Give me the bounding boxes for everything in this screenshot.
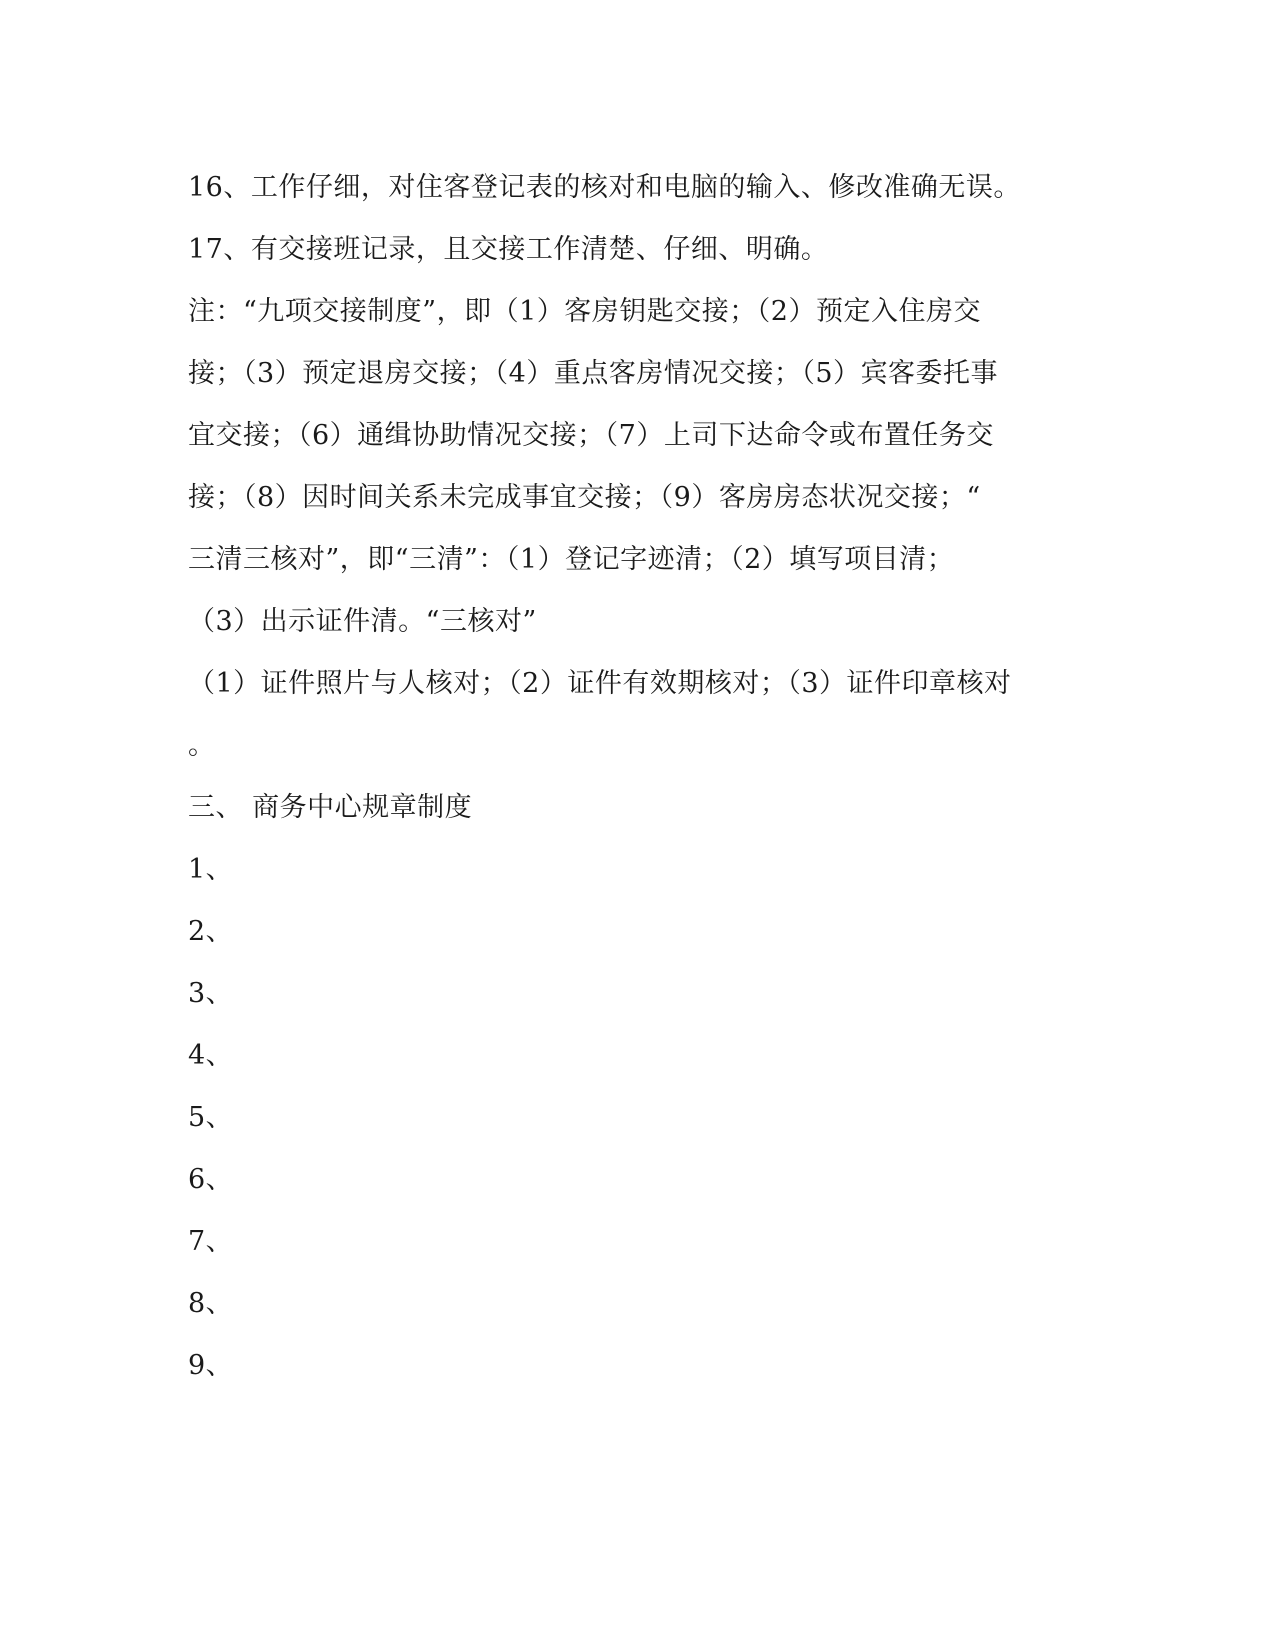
text-line-note-cont-2: 宜交接；（6）通缉协助情况交接；（7）上司下达命令或布置任务交 bbox=[188, 420, 994, 451]
text-line-note: 注：“九项交接制度”，即（1）客房钥匙交接；（2）预定入住房交 bbox=[188, 296, 981, 327]
text-line-note-cont-1: 接；（3）预定退房交接；（4）重点客房情况交接；（5）宾客委托事 bbox=[188, 358, 999, 389]
list-item-2: 2、 bbox=[188, 916, 234, 947]
text-line-note-cont-3: 接；（8）因时间关系未完成事宜交接；（9）客房房态状况交接；“ bbox=[188, 482, 981, 513]
text-line-note-cont-5: （3）出示证件清。“三核对” bbox=[188, 606, 537, 637]
list-item-3: 3、 bbox=[188, 978, 234, 1009]
text-line-note-cont-6: （1）证件照片与人核对；（2）证件有效期核对；（3）证件印章核对 bbox=[188, 668, 1012, 699]
text-line-note-cont-4: 三清三核对”，即“三清”：（1）登记字迹清；（2）填写项目清； bbox=[188, 544, 955, 575]
list-item-4: 4、 bbox=[188, 1040, 234, 1071]
list-item-5: 5、 bbox=[188, 1102, 234, 1133]
list-item-7: 7、 bbox=[188, 1226, 234, 1257]
list-item-8: 8、 bbox=[188, 1288, 234, 1319]
text-line-note-end: 。 bbox=[188, 730, 216, 761]
text-line-item-16: 16、工作仔细，对住客登记表的核对和电脑的输入、修改准确无误。 bbox=[188, 172, 1021, 203]
section-heading: 三、 商务中心规章制度 bbox=[188, 792, 473, 823]
list-item-9: 9、 bbox=[188, 1350, 234, 1381]
list-item-6: 6、 bbox=[188, 1164, 234, 1195]
text-line-item-17: 17、有交接班记录，且交接工作清楚、仔细、明确。 bbox=[188, 234, 829, 265]
list-item-1: 1、 bbox=[188, 854, 234, 885]
